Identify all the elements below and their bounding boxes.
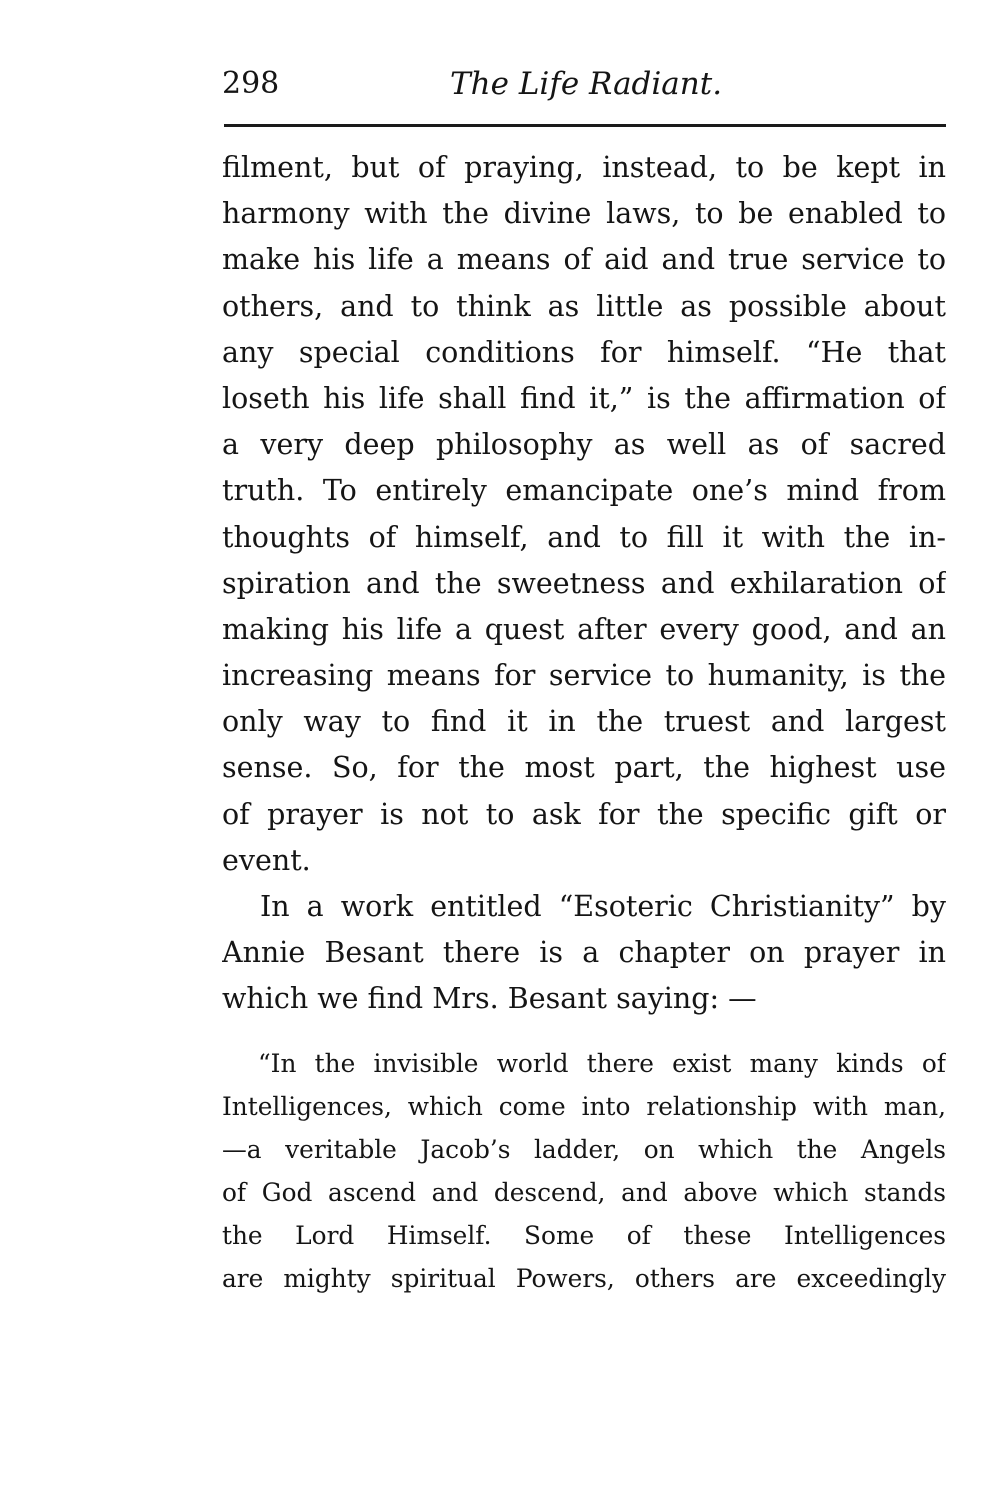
text-line: event. xyxy=(222,843,311,877)
text-line: filment, but of praying, instead, to be kept in xyxy=(222,151,946,184)
text-line: In a work entitled “Esoteric Christianity” by xyxy=(260,890,946,923)
quote-line: of God ascend and descend, and above which stands xyxy=(222,1178,946,1207)
text-line: increasing means for service to humanity, is the xyxy=(222,659,946,693)
text-line: loseth his life shall find it,” is the affirmation of xyxy=(222,381,946,415)
running-head xyxy=(222,64,946,104)
paragraph-1 xyxy=(222,145,946,884)
quote-line: Intelligences, which come into relationship with man, xyxy=(222,1092,946,1121)
quote-line: —a veritable Jacob’s ladder, on which the Angels xyxy=(222,1135,946,1164)
text-line: truth. To entirely emancipate one’s mind from xyxy=(222,474,946,508)
paragraph-2 xyxy=(222,884,946,1023)
quote-line: are mighty spiritual Powers, others are exceedingly xyxy=(222,1264,946,1293)
text-line: which we find Mrs. Besant saying: — xyxy=(222,982,757,1016)
text-line: sense. So, for the most part, the highest use xyxy=(222,751,946,785)
text-line: thoughts of himself, and to fill it with the in- xyxy=(222,520,946,554)
text-line: spiration and the sweetness and exhilaration of xyxy=(222,566,946,600)
running-title: The Life Radiant. xyxy=(450,66,723,102)
page-number: 298 xyxy=(222,66,280,101)
text-line: others, and to think as little as possible about xyxy=(222,289,946,323)
text-line: only way to find it in the truest and largest xyxy=(222,705,946,739)
quote-line: the Lord Himself. Some of these Intelligences xyxy=(222,1221,946,1250)
text-line: a very deep philosophy as well as of sacred xyxy=(222,428,946,462)
text-line: Annie Besant there is a chapter on prayer in xyxy=(222,936,946,970)
quote-line: “In the invisible world there exist many kinds of xyxy=(258,1049,946,1078)
block-quotation xyxy=(222,1042,946,1300)
text-line: of prayer is not to ask for the specific gift or xyxy=(222,797,946,831)
header-rule xyxy=(224,124,946,127)
text-line: harmony with the divine laws, to be enabled to xyxy=(222,197,946,231)
text-line: making his life a quest after every good, and an xyxy=(222,612,946,646)
text-line: any special conditions for himself. “He that xyxy=(222,335,946,369)
body-text xyxy=(222,145,946,1023)
text-line: make his life a means of aid and true service to xyxy=(222,243,946,277)
